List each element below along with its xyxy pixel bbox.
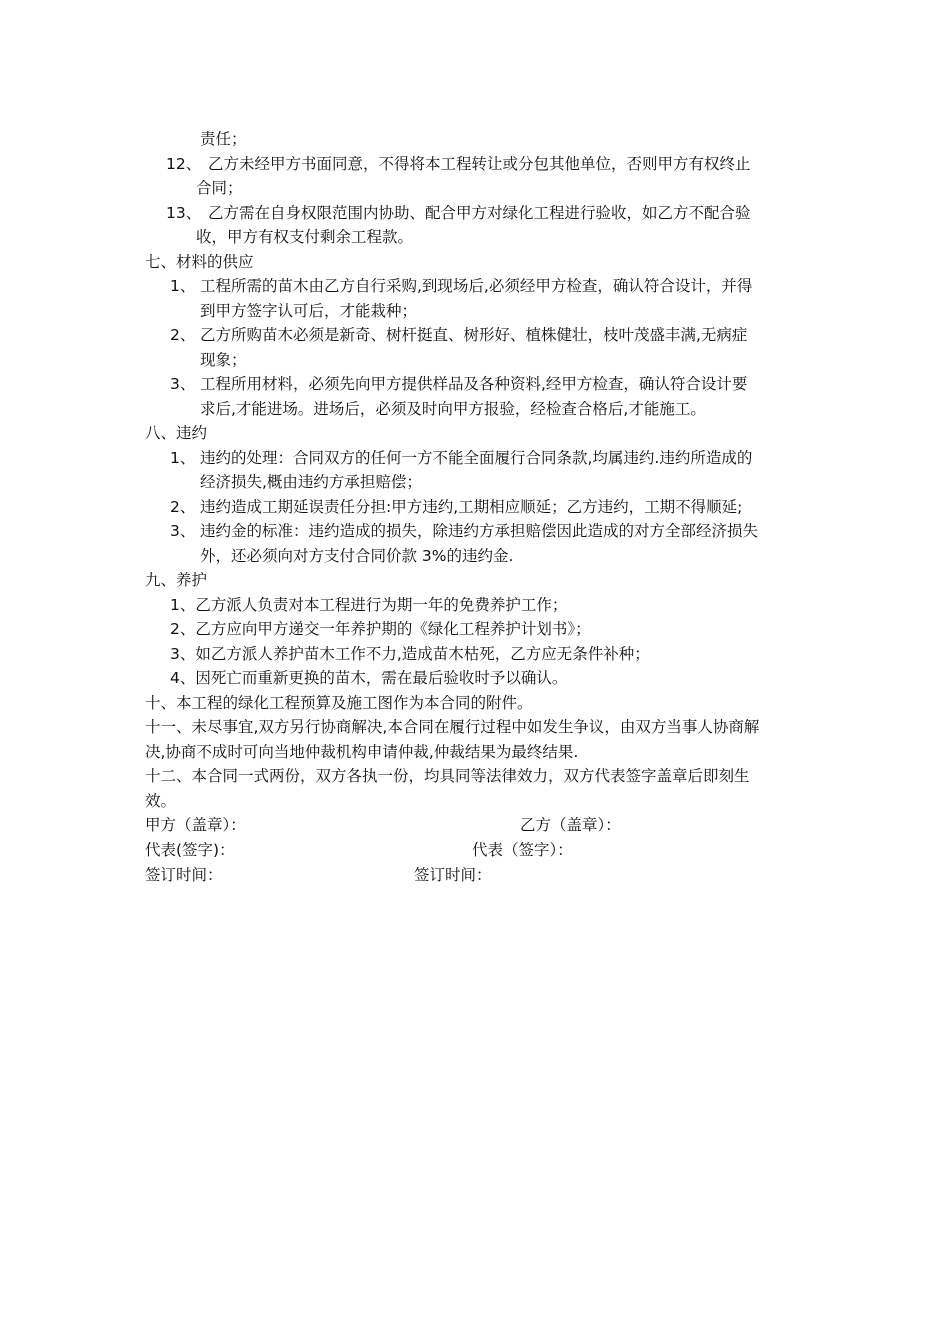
section-heading-materials: 七、材料的供应 bbox=[145, 252, 254, 271]
clause-text: 合同； bbox=[196, 179, 243, 197]
clause-number: 13、 bbox=[166, 203, 202, 222]
item-text: 外，还必须向对方支付合同价款 3%的违约金. bbox=[200, 546, 514, 565]
item-number: 3、 bbox=[170, 522, 196, 540]
item-number: 2、 bbox=[170, 326, 196, 344]
continued-text: 责任； bbox=[200, 130, 247, 148]
clause-text: 乙方需在自身权限范围内协助、配合甲方对绿化工程进行验收，如乙方不配合验 bbox=[208, 203, 751, 222]
item-text: 经济损失,概由违约方承担赔偿； bbox=[200, 473, 422, 491]
maintenance-item-3: 3、如乙方派人养护苗木工作不力,造成苗木枯死，乙方应无条件补种； bbox=[170, 644, 650, 663]
clause-text: 乙方未经甲方书面同意，不得将本工程转让或分包其他单位，否则甲方有权终止 bbox=[208, 154, 751, 173]
party-a-date-label: 签订时间： bbox=[145, 866, 223, 884]
item-number: 1、 bbox=[170, 277, 196, 295]
item-number: 3、 bbox=[170, 375, 196, 393]
party-b-date-label: 签订时间： bbox=[414, 866, 492, 884]
clause-text: 收，甲方有权支付剩余工程款。 bbox=[196, 228, 414, 246]
section-heading-breach: 八、违约 bbox=[145, 424, 208, 442]
section-copies: 十二、本合同一式两份，双方各执一份，均具同等法律效力，双方代表签字盖章后即刻生 bbox=[145, 767, 750, 785]
breach-item-2 bbox=[170, 495, 810, 520]
maintenance-item-2: 2、乙方应向甲方递交一年养护期的《绿化工程养护计划书》； bbox=[170, 620, 591, 638]
materials-item-1 bbox=[170, 274, 810, 323]
section-copies-cont: 效。 bbox=[145, 791, 177, 810]
signature-row-rep bbox=[145, 838, 810, 863]
breach-item-3 bbox=[170, 519, 810, 568]
clause-number: 12、 bbox=[166, 154, 202, 173]
party-b-seal-label: 乙方（盖章）： bbox=[520, 816, 621, 834]
item-number: 1、 bbox=[170, 448, 196, 467]
party-a-rep-label: 代表(签字)： bbox=[145, 841, 235, 859]
item-number: 2、 bbox=[170, 497, 196, 516]
party-b-rep-label: 代表（签字）： bbox=[472, 841, 573, 859]
maintenance-item-1: 1、乙方派人负责对本工程进行为期一年的免费养护工作； bbox=[170, 595, 568, 614]
breach-item-1 bbox=[170, 446, 810, 495]
item-text: 乙方所购苗木必须是新奇、树杆挺直、树形好、植株健壮，枝叶茂盛丰满,无病症 bbox=[200, 326, 748, 344]
item-text: 工程所需的苗木由乙方自行采购,到现场后,必须经甲方检查，确认符合设计，并得 bbox=[200, 277, 753, 295]
clause-13 bbox=[166, 201, 810, 250]
signature-row-date bbox=[145, 863, 810, 888]
maintenance-item-4: 4、因死亡而重新更换的苗木，需在最后验收时予以确认。 bbox=[170, 669, 568, 687]
section-heading-maintenance: 九、养护 bbox=[145, 571, 208, 589]
item-text: 现象； bbox=[200, 350, 247, 369]
item-text: 工程所用材料，必须先向甲方提供样品及各种资料,经甲方检查，确认符合设计要 bbox=[200, 375, 748, 393]
item-text: 求后,才能进场。进场后，必须及时向甲方报验，经检查合格后,才能施工。 bbox=[200, 399, 706, 418]
section-disputes: 十一、未尽事宜,双方另行协商解决,本合同在履行过程中如发生争议，由双方当事人协商解 bbox=[145, 718, 760, 736]
contract-body bbox=[145, 127, 810, 888]
party-a-seal-label: 甲方（盖章）： bbox=[145, 816, 246, 834]
materials-item-2 bbox=[170, 323, 810, 372]
item-text: 违约的处理：合同双方的任何一方不能全面履行合同条款,均属违约.违约所造成的 bbox=[200, 448, 753, 467]
clause-12 bbox=[166, 152, 810, 201]
signature-row-seal bbox=[145, 813, 810, 838]
section-disputes-cont: 决,协商不成时可向当地仲裁机构申请仲裁,仲裁结果为最终结果. bbox=[145, 742, 579, 761]
item-text: 违约造成工期延误责任分担:甲方违约,工期相应顺延；乙方违约，工期不得顺延; bbox=[200, 497, 743, 516]
item-text: 到甲方签字认可后，才能栽种； bbox=[200, 301, 418, 320]
materials-item-3 bbox=[170, 372, 810, 421]
section-attachments: 十、本工程的绿化工程预算及施工图作为本合同的附件。 bbox=[145, 693, 533, 712]
item-text: 违约金的标准：违约造成的损失，除违约方承担赔偿因此造成的对方全部经济损失 bbox=[200, 522, 759, 540]
